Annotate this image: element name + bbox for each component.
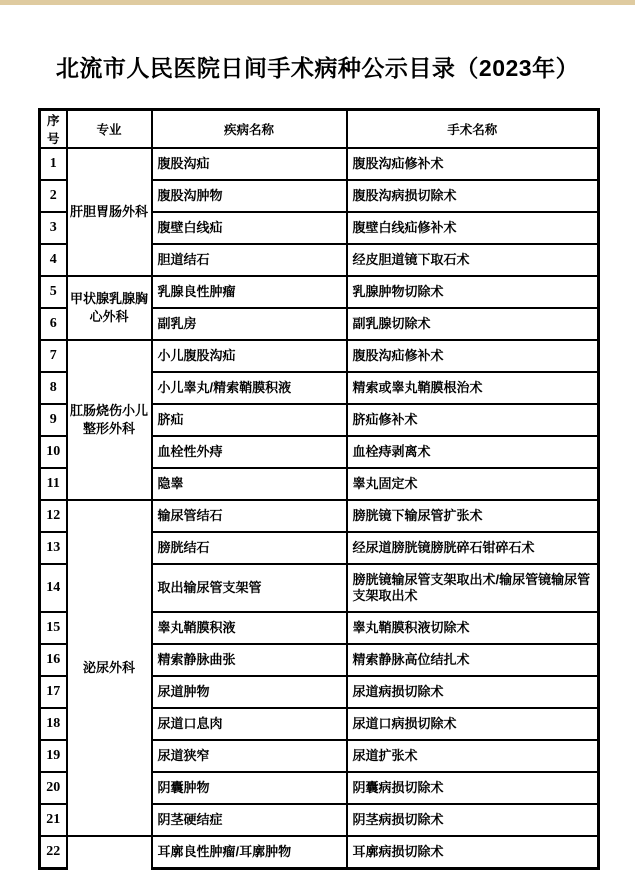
surgery-cell: 腹股沟疝修补术 [347, 148, 599, 180]
page-title: 北流市人民医院日间手术病种公示目录（2023年） [55, 55, 580, 81]
disease-cell: 小儿腹股沟疝 [152, 340, 347, 372]
row-number-cell: 13 [40, 532, 67, 564]
specialty-cell: 肛肠烧伤小儿整形外科 [67, 340, 152, 500]
row-number-cell: 5 [40, 276, 67, 308]
disease-cell: 尿道口息肉 [152, 708, 347, 740]
surgery-cell: 精索静脉高位结扎术 [347, 644, 599, 676]
disease-cell: 脐疝 [152, 404, 347, 436]
disease-cell: 副乳房 [152, 308, 347, 340]
surgery-cell: 膀胱镜输尿管支架取出术/输尿管镜输尿管支架取出术 [347, 564, 599, 612]
surgery-cell: 经尿道膀胱镜膀胱碎石钳碎石术 [347, 532, 599, 564]
disease-cell: 胆道结石 [152, 244, 347, 276]
header-no: 序号 [40, 110, 67, 149]
specialty-cell: 甲状腺乳腺胸心外科 [67, 276, 152, 340]
row-number-cell: 21 [40, 804, 67, 836]
surgery-directory-table [38, 108, 600, 870]
row-number-cell: 14 [40, 564, 67, 612]
row-number-cell: 12 [40, 500, 67, 532]
table-row [40, 276, 599, 308]
specialty-cell: 泌尿外科 [67, 500, 152, 836]
surgery-cell: 血栓痔剥离术 [347, 436, 599, 468]
surgery-cell: 尿道扩张术 [347, 740, 599, 772]
row-number-cell: 4 [40, 244, 67, 276]
disease-cell: 睾丸鞘膜积液 [152, 612, 347, 644]
disease-cell: 小儿睾丸/精索鞘膜积液 [152, 372, 347, 404]
surgery-cell: 副乳腺切除术 [347, 308, 599, 340]
disease-cell: 尿道肿物 [152, 676, 347, 708]
disease-cell: 隐睾 [152, 468, 347, 500]
top-accent-strip [0, 0, 635, 5]
table-row [40, 340, 599, 372]
surgery-cell: 腹股沟疝修补术 [347, 340, 599, 372]
disease-cell: 精索静脉曲张 [152, 644, 347, 676]
row-number-cell: 7 [40, 340, 67, 372]
surgery-cell: 耳廓病损切除术 [347, 836, 599, 868]
header-row [40, 110, 599, 149]
disease-cell: 输尿管结石 [152, 500, 347, 532]
header-disease: 疾病名称 [152, 110, 347, 149]
row-number-cell: 18 [40, 708, 67, 740]
surgery-cell: 腹股沟病损切除术 [347, 180, 599, 212]
table-row [40, 148, 599, 180]
row-number-cell: 20 [40, 772, 67, 804]
row-number-cell: 1 [40, 148, 67, 180]
specialty-cell: 肝胆胃肠外科 [67, 148, 152, 276]
surgery-cell: 尿道病损切除术 [347, 676, 599, 708]
row-number-cell: 3 [40, 212, 67, 244]
surgery-cell: 乳腺肿物切除术 [347, 276, 599, 308]
header-surgery: 手术名称 [347, 110, 599, 149]
surgery-cell: 尿道口病损切除术 [347, 708, 599, 740]
row-number-cell: 19 [40, 740, 67, 772]
disease-cell: 尿道狭窄 [152, 740, 347, 772]
disease-cell: 腹股沟疝 [152, 148, 347, 180]
disease-cell: 取出输尿管支架管 [152, 564, 347, 612]
surgery-cell: 脐疝修补术 [347, 404, 599, 436]
disease-cell: 阴茎硬结症 [152, 804, 347, 836]
table-row [40, 836, 599, 868]
row-number-cell: 17 [40, 676, 67, 708]
row-number-cell: 9 [40, 404, 67, 436]
surgery-cell: 精索或睾丸鞘膜根治术 [347, 372, 599, 404]
disease-cell: 腹股沟肿物 [152, 180, 347, 212]
surgery-cell: 膀胱镜下输尿管扩张术 [347, 500, 599, 532]
disease-cell: 耳廓良性肿瘤/耳廓肿物 [152, 836, 347, 868]
surgery-cell: 阴茎病损切除术 [347, 804, 599, 836]
row-number-cell: 16 [40, 644, 67, 676]
row-number-cell: 22 [40, 836, 67, 868]
surgery-cell: 阴囊病损切除术 [347, 772, 599, 804]
disease-cell: 阴囊肿物 [152, 772, 347, 804]
row-number-cell: 6 [40, 308, 67, 340]
disease-cell: 腹壁白线疝 [152, 212, 347, 244]
disease-cell: 乳腺良性肿瘤 [152, 276, 347, 308]
header-specialty: 专业 [67, 110, 152, 149]
row-number-cell: 2 [40, 180, 67, 212]
disease-cell: 膀胱结石 [152, 532, 347, 564]
row-number-cell: 11 [40, 468, 67, 500]
surgery-cell: 睾丸鞘膜积液切除术 [347, 612, 599, 644]
row-number-cell: 10 [40, 436, 67, 468]
specialty-cell [67, 836, 152, 868]
surgery-cell: 腹壁白线疝修补术 [347, 212, 599, 244]
surgery-cell: 经皮胆道镜下取石术 [347, 244, 599, 276]
surgery-cell: 睾丸固定术 [347, 468, 599, 500]
row-number-cell: 15 [40, 612, 67, 644]
disease-cell: 血栓性外痔 [152, 436, 347, 468]
row-number-cell: 8 [40, 372, 67, 404]
table-row [40, 500, 599, 532]
